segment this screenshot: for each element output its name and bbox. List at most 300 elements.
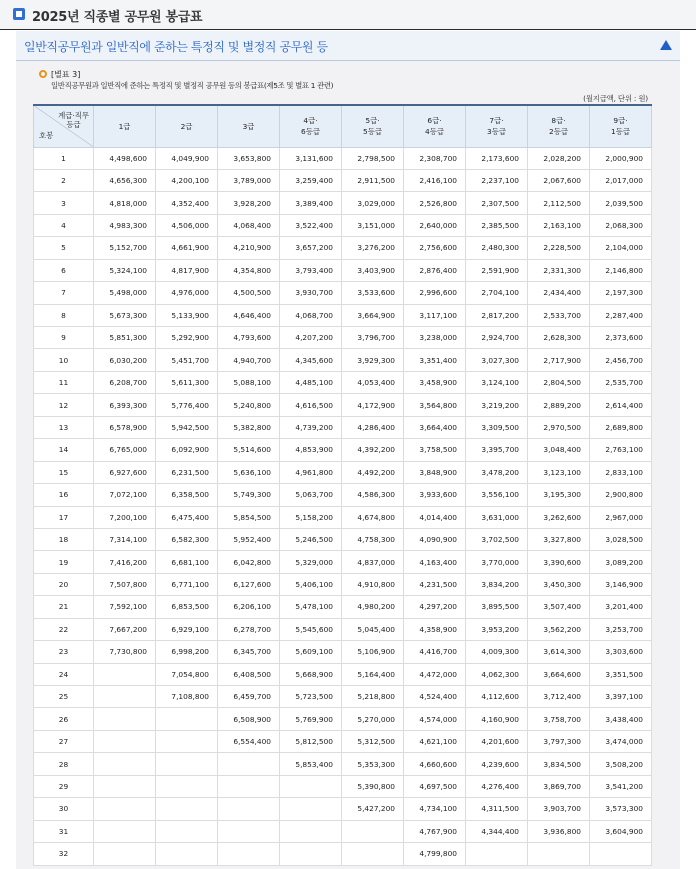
salary-cell: 4,200,100 — [156, 169, 218, 191]
salary-cell: 5,088,100 — [218, 371, 280, 393]
salary-cell: 4,983,300 — [94, 214, 156, 236]
salary-cell: 3,797,300 — [528, 730, 590, 752]
salary-cell: 7,072,100 — [94, 484, 156, 506]
step-cell: 26 — [34, 708, 94, 730]
salary-cell: 5,498,000 — [94, 282, 156, 304]
step-cell: 8 — [34, 304, 94, 326]
salary-cell: 3,793,400 — [280, 259, 342, 281]
salary-cell: 3,390,600 — [528, 551, 590, 573]
grade-header: 9급· 1등급 — [590, 105, 652, 147]
salary-cell: 4,976,000 — [156, 282, 218, 304]
salary-cell — [280, 820, 342, 842]
salary-cell: 3,389,400 — [280, 192, 342, 214]
salary-cell: 2,889,200 — [528, 394, 590, 416]
salary-cell: 7,730,800 — [94, 641, 156, 663]
salary-cell: 4,172,900 — [342, 394, 404, 416]
step-cell: 28 — [34, 753, 94, 775]
section-header[interactable] — [16, 31, 680, 61]
salary-cell: 2,591,900 — [466, 259, 528, 281]
salary-cell: 5,045,400 — [342, 618, 404, 640]
salary-cell: 3,478,200 — [466, 461, 528, 483]
salary-cell: 2,068,300 — [590, 214, 652, 236]
step-cell: 25 — [34, 686, 94, 708]
step-cell: 6 — [34, 259, 94, 281]
salary-cell: 3,238,000 — [404, 327, 466, 349]
square-bullet-icon — [13, 8, 25, 20]
salary-cell: 5,292,900 — [156, 327, 218, 349]
salary-cell: 2,067,600 — [528, 169, 590, 191]
salary-cell: 2,526,800 — [404, 192, 466, 214]
salary-cell: 4,574,000 — [404, 708, 466, 730]
salary-cell — [218, 775, 280, 797]
salary-cell: 4,646,400 — [218, 304, 280, 326]
salary-cell: 5,382,800 — [218, 416, 280, 438]
salary-cell: 3,522,400 — [280, 214, 342, 236]
step-cell: 21 — [34, 596, 94, 618]
salary-cell: 3,953,200 — [466, 618, 528, 640]
salary-cell: 4,239,600 — [466, 753, 528, 775]
salary-cell — [280, 798, 342, 820]
section-title: 일반직공무원과 일반직에 준하는 특정직 및 별정직 공무원 등 — [24, 40, 328, 54]
salary-cell: 4,090,900 — [404, 528, 466, 550]
salary-cell: 3,395,700 — [466, 439, 528, 461]
salary-cell: 4,524,400 — [404, 686, 466, 708]
salary-cell: 3,533,600 — [342, 282, 404, 304]
table-row — [34, 394, 652, 416]
table-row — [34, 551, 652, 573]
salary-cell: 3,474,000 — [590, 730, 652, 752]
salary-cell: 3,089,200 — [590, 551, 652, 573]
salary-cell: 7,416,200 — [94, 551, 156, 573]
salary-cell: 3,664,600 — [528, 663, 590, 685]
salary-cell: 2,689,800 — [590, 416, 652, 438]
salary-cell: 2,104,000 — [590, 237, 652, 259]
annex-description: 일반직공무원과 일반직에 준하는 특정직 및 별정직 공무원 등의 봉급표(제5조 및 별표 1 관련) — [51, 81, 334, 90]
table-row — [34, 282, 652, 304]
salary-cell: 3,834,500 — [528, 753, 590, 775]
salary-cell: 5,270,000 — [342, 708, 404, 730]
salary-cell — [156, 798, 218, 820]
salary-cell — [94, 843, 156, 865]
step-cell: 32 — [34, 843, 94, 865]
salary-cell: 3,351,500 — [590, 663, 652, 685]
salary-cell: 3,028,500 — [590, 528, 652, 550]
step-cell: 29 — [34, 775, 94, 797]
salary-cell: 3,564,800 — [404, 394, 466, 416]
salary-cell: 2,756,600 — [404, 237, 466, 259]
salary-cell: 4,068,700 — [280, 304, 342, 326]
salary-cell — [342, 820, 404, 842]
salary-cell: 2,228,500 — [528, 237, 590, 259]
salary-cell: 6,475,400 — [156, 506, 218, 528]
grade-header: 8급· 2등급 — [528, 105, 590, 147]
salary-cell: 4,207,200 — [280, 327, 342, 349]
salary-cell — [590, 843, 652, 865]
table-row — [34, 686, 652, 708]
salary-cell: 3,664,900 — [342, 304, 404, 326]
salary-cell: 5,942,500 — [156, 416, 218, 438]
table-row — [34, 327, 652, 349]
salary-cell: 3,933,600 — [404, 484, 466, 506]
salary-table — [33, 104, 652, 866]
salary-cell: 7,507,800 — [94, 573, 156, 595]
salary-cell: 3,508,200 — [590, 753, 652, 775]
salary-cell: 7,200,100 — [94, 506, 156, 528]
salary-cell: 6,358,500 — [156, 484, 218, 506]
salary-cell: 3,303,600 — [590, 641, 652, 663]
grade-header: 1급 — [94, 105, 156, 147]
grade-header: 4급· 6등급 — [280, 105, 342, 147]
salary-cell — [156, 820, 218, 842]
salary-cell: 5,329,000 — [280, 551, 342, 573]
salary-cell — [94, 730, 156, 752]
salary-cell: 3,351,400 — [404, 349, 466, 371]
table-row — [34, 484, 652, 506]
salary-cell: 4,940,700 — [218, 349, 280, 371]
salary-cell: 5,611,300 — [156, 371, 218, 393]
salary-cell: 2,535,700 — [590, 371, 652, 393]
salary-cell: 4,416,700 — [404, 641, 466, 663]
salary-cell: 3,541,200 — [590, 775, 652, 797]
step-cell: 23 — [34, 641, 94, 663]
salary-cell: 3,117,100 — [404, 304, 466, 326]
table-row — [34, 304, 652, 326]
salary-cell: 4,009,300 — [466, 641, 528, 663]
salary-cell: 3,936,800 — [528, 820, 590, 842]
table-row — [34, 573, 652, 595]
step-cell: 5 — [34, 237, 94, 259]
salary-cell — [94, 708, 156, 730]
salary-cell: 3,201,400 — [590, 596, 652, 618]
salary-cell: 3,146,900 — [590, 573, 652, 595]
salary-cell: 3,758,700 — [528, 708, 590, 730]
salary-cell: 3,604,900 — [590, 820, 652, 842]
salary-cell: 2,146,800 — [590, 259, 652, 281]
salary-cell: 2,112,500 — [528, 192, 590, 214]
salary-cell — [218, 753, 280, 775]
salary-cell: 3,895,500 — [466, 596, 528, 618]
salary-cell: 4,498,600 — [94, 147, 156, 169]
step-cell: 30 — [34, 798, 94, 820]
salary-cell: 5,353,300 — [342, 753, 404, 775]
salary-cell: 3,702,500 — [466, 528, 528, 550]
table-row — [34, 753, 652, 775]
salary-cell: 6,765,000 — [94, 439, 156, 461]
salary-cell — [218, 820, 280, 842]
salary-cell: 6,681,100 — [156, 551, 218, 573]
salary-cell: 6,929,100 — [156, 618, 218, 640]
grade-header: 6급· 4등급 — [404, 105, 466, 147]
salary-cell: 5,106,900 — [342, 641, 404, 663]
salary-cell: 5,478,100 — [280, 596, 342, 618]
table-row — [34, 775, 652, 797]
salary-cell: 3,219,200 — [466, 394, 528, 416]
salary-cell — [156, 753, 218, 775]
salary-cell: 6,554,400 — [218, 730, 280, 752]
salary-cell: 2,911,500 — [342, 169, 404, 191]
salary-cell: 5,952,400 — [218, 528, 280, 550]
salary-cell: 4,276,400 — [466, 775, 528, 797]
salary-cell: 4,506,000 — [156, 214, 218, 236]
salary-cell: 4,660,600 — [404, 753, 466, 775]
salary-cell: 3,653,800 — [218, 147, 280, 169]
salary-cell: 3,259,400 — [280, 169, 342, 191]
table-row — [34, 371, 652, 393]
salary-cell: 5,673,300 — [94, 304, 156, 326]
table-row — [34, 798, 652, 820]
salary-cell: 3,131,600 — [280, 147, 342, 169]
salary-cell: 4,014,400 — [404, 506, 466, 528]
salary-cell: 4,210,900 — [218, 237, 280, 259]
table-row — [34, 730, 652, 752]
step-cell: 27 — [34, 730, 94, 752]
salary-cell: 4,354,800 — [218, 259, 280, 281]
salary-cell: 2,197,300 — [590, 282, 652, 304]
step-cell: 20 — [34, 573, 94, 595]
table-row — [34, 708, 652, 730]
salary-cell: 2,967,000 — [590, 506, 652, 528]
salary-cell: 4,661,900 — [156, 237, 218, 259]
salary-cell: 4,231,500 — [404, 573, 466, 595]
salary-cell: 3,789,000 — [218, 169, 280, 191]
salary-cell: 6,030,200 — [94, 349, 156, 371]
salary-cell: 6,042,800 — [218, 551, 280, 573]
salary-cell: 4,352,400 — [156, 192, 218, 214]
salary-cell — [94, 663, 156, 685]
table-row — [34, 192, 652, 214]
grade-header: 7급· 3등급 — [466, 105, 528, 147]
salary-cell: 4,485,100 — [280, 371, 342, 393]
step-cell: 15 — [34, 461, 94, 483]
salary-cell: 5,246,500 — [280, 528, 342, 550]
table-row — [34, 169, 652, 191]
step-cell: 17 — [34, 506, 94, 528]
salary-cell — [528, 843, 590, 865]
salary-cell: 2,717,900 — [528, 349, 590, 371]
salary-cell: 5,854,500 — [218, 506, 280, 528]
salary-cell — [94, 775, 156, 797]
salary-cell: 7,592,100 — [94, 596, 156, 618]
table-row — [34, 596, 652, 618]
salary-cell — [94, 686, 156, 708]
salary-cell: 5,776,400 — [156, 394, 218, 416]
salary-cell: 4,112,600 — [466, 686, 528, 708]
step-cell: 4 — [34, 214, 94, 236]
salary-cell: 4,734,100 — [404, 798, 466, 820]
salary-cell: 2,385,500 — [466, 214, 528, 236]
salary-cell: 5,158,200 — [280, 506, 342, 528]
salary-cell: 3,124,100 — [466, 371, 528, 393]
salary-cell: 5,164,400 — [342, 663, 404, 685]
salary-cell: 2,996,600 — [404, 282, 466, 304]
salary-cell: 3,796,700 — [342, 327, 404, 349]
salary-cell: 3,631,000 — [466, 506, 528, 528]
salary-cell: 2,039,500 — [590, 192, 652, 214]
salary-cell: 3,151,000 — [342, 214, 404, 236]
table-row — [34, 439, 652, 461]
salary-cell: 5,324,100 — [94, 259, 156, 281]
salary-cell: 2,628,300 — [528, 327, 590, 349]
salary-cell: 2,763,100 — [590, 439, 652, 461]
salary-cell: 3,770,000 — [466, 551, 528, 573]
salary-cell: 5,152,700 — [94, 237, 156, 259]
salary-cell: 4,053,400 — [342, 371, 404, 393]
salary-cell: 6,206,100 — [218, 596, 280, 618]
salary-cell: 7,314,100 — [94, 528, 156, 550]
salary-cell: 6,927,600 — [94, 461, 156, 483]
unit-note: (월지급액, 단위 : 원) — [583, 94, 648, 103]
salary-cell: 6,578,900 — [94, 416, 156, 438]
corner-grade-label: 계급·직무 등급 — [58, 111, 89, 129]
salary-cell: 2,331,300 — [528, 259, 590, 281]
salary-cell: 5,851,300 — [94, 327, 156, 349]
salary-cell: 4,674,800 — [342, 506, 404, 528]
salary-cell: 2,876,400 — [404, 259, 466, 281]
salary-cell: 5,668,900 — [280, 663, 342, 685]
salary-cell: 2,373,600 — [590, 327, 652, 349]
salary-cell: 5,723,500 — [280, 686, 342, 708]
salary-cell: 2,434,400 — [528, 282, 590, 304]
salary-cell: 5,769,900 — [280, 708, 342, 730]
step-cell: 18 — [34, 528, 94, 550]
salary-cell: 5,636,100 — [218, 461, 280, 483]
annex-title: [별표 3] — [51, 70, 81, 79]
salary-cell: 5,749,300 — [218, 484, 280, 506]
salary-cell: 2,704,100 — [466, 282, 528, 304]
salary-cell — [218, 798, 280, 820]
table-row — [34, 461, 652, 483]
salary-cell: 3,848,900 — [404, 461, 466, 483]
step-cell: 22 — [34, 618, 94, 640]
salary-cell: 4,739,200 — [280, 416, 342, 438]
salary-cell: 2,028,200 — [528, 147, 590, 169]
salary-cell: 2,456,700 — [590, 349, 652, 371]
salary-cell: 3,664,400 — [404, 416, 466, 438]
salary-cell: 3,309,500 — [466, 416, 528, 438]
grade-header: 5급· 5등급 — [342, 105, 404, 147]
table-row — [34, 147, 652, 169]
salary-cell — [342, 843, 404, 865]
salary-cell — [280, 843, 342, 865]
salary-cell — [280, 775, 342, 797]
step-cell: 7 — [34, 282, 94, 304]
salary-cell — [218, 843, 280, 865]
salary-cell: 7,108,800 — [156, 686, 218, 708]
salary-cell: 3,253,700 — [590, 618, 652, 640]
salary-cell: 3,262,600 — [528, 506, 590, 528]
salary-cell: 2,798,500 — [342, 147, 404, 169]
salary-cell: 5,390,800 — [342, 775, 404, 797]
salary-cell: 4,163,400 — [404, 551, 466, 573]
salary-cell: 4,621,100 — [404, 730, 466, 752]
salary-cell — [156, 843, 218, 865]
salary-cell: 6,582,300 — [156, 528, 218, 550]
table-row — [34, 416, 652, 438]
grade-header: 3급 — [218, 105, 280, 147]
salary-cell: 5,133,900 — [156, 304, 218, 326]
salary-cell: 2,924,700 — [466, 327, 528, 349]
salary-cell: 3,029,000 — [342, 192, 404, 214]
salary-cell: 6,231,500 — [156, 461, 218, 483]
salary-cell: 2,614,400 — [590, 394, 652, 416]
grade-header: 2급 — [156, 105, 218, 147]
salary-cell: 2,640,000 — [404, 214, 466, 236]
salary-cell: 6,092,900 — [156, 439, 218, 461]
salary-cell: 6,508,900 — [218, 708, 280, 730]
salary-cell: 3,929,300 — [342, 349, 404, 371]
salary-cell: 5,312,500 — [342, 730, 404, 752]
salary-cell: 2,817,200 — [466, 304, 528, 326]
salary-cell: 3,712,400 — [528, 686, 590, 708]
table-row — [34, 506, 652, 528]
salary-cell: 6,408,500 — [218, 663, 280, 685]
salary-cell: 5,218,800 — [342, 686, 404, 708]
corner-step-label: 호봉 — [39, 130, 54, 140]
salary-cell: 4,767,900 — [404, 820, 466, 842]
salary-cell: 4,062,300 — [466, 663, 528, 685]
salary-cell: 4,656,300 — [94, 169, 156, 191]
step-cell: 13 — [34, 416, 94, 438]
salary-cell: 3,758,500 — [404, 439, 466, 461]
salary-cell: 2,307,500 — [466, 192, 528, 214]
salary-cell: 6,998,200 — [156, 641, 218, 663]
salary-cell: 5,451,700 — [156, 349, 218, 371]
circle-bullet-icon — [39, 70, 47, 78]
table-body — [34, 147, 652, 865]
salary-cell: 5,240,800 — [218, 394, 280, 416]
salary-cell: 5,545,600 — [280, 618, 342, 640]
salary-cell: 5,427,200 — [342, 798, 404, 820]
salary-cell: 2,533,700 — [528, 304, 590, 326]
salary-cell: 4,853,900 — [280, 439, 342, 461]
salary-cell: 3,397,100 — [590, 686, 652, 708]
step-cell: 16 — [34, 484, 94, 506]
step-cell: 24 — [34, 663, 94, 685]
salary-cell: 6,459,700 — [218, 686, 280, 708]
salary-cell: 6,393,300 — [94, 394, 156, 416]
salary-cell: 4,049,900 — [156, 147, 218, 169]
salary-cell: 2,804,500 — [528, 371, 590, 393]
salary-cell: 4,817,900 — [156, 259, 218, 281]
salary-cell — [156, 775, 218, 797]
salary-cell: 4,961,800 — [280, 461, 342, 483]
salary-cell: 4,068,400 — [218, 214, 280, 236]
salary-cell: 3,507,400 — [528, 596, 590, 618]
salary-cell: 7,667,200 — [94, 618, 156, 640]
salary-cell: 3,556,100 — [466, 484, 528, 506]
salary-cell: 3,327,800 — [528, 528, 590, 550]
page-title: 2025년 직종별 공무원 봉급표 — [32, 10, 203, 25]
salary-cell: 2,000,900 — [590, 147, 652, 169]
table-row — [34, 820, 652, 842]
step-cell: 10 — [34, 349, 94, 371]
salary-cell: 2,480,300 — [466, 237, 528, 259]
salary-cell: 3,458,900 — [404, 371, 466, 393]
salary-cell: 4,297,200 — [404, 596, 466, 618]
salary-cell: 4,345,600 — [280, 349, 342, 371]
salary-cell: 3,562,200 — [528, 618, 590, 640]
collapse-triangle-icon[interactable] — [660, 40, 672, 50]
salary-cell: 4,160,900 — [466, 708, 528, 730]
salary-cell: 3,573,300 — [590, 798, 652, 820]
salary-cell: 3,834,200 — [466, 573, 528, 595]
step-cell: 14 — [34, 439, 94, 461]
salary-cell: 5,609,100 — [280, 641, 342, 663]
salary-cell: 4,980,200 — [342, 596, 404, 618]
salary-cell — [94, 798, 156, 820]
salary-cell — [94, 753, 156, 775]
salary-cell: 7,054,800 — [156, 663, 218, 685]
